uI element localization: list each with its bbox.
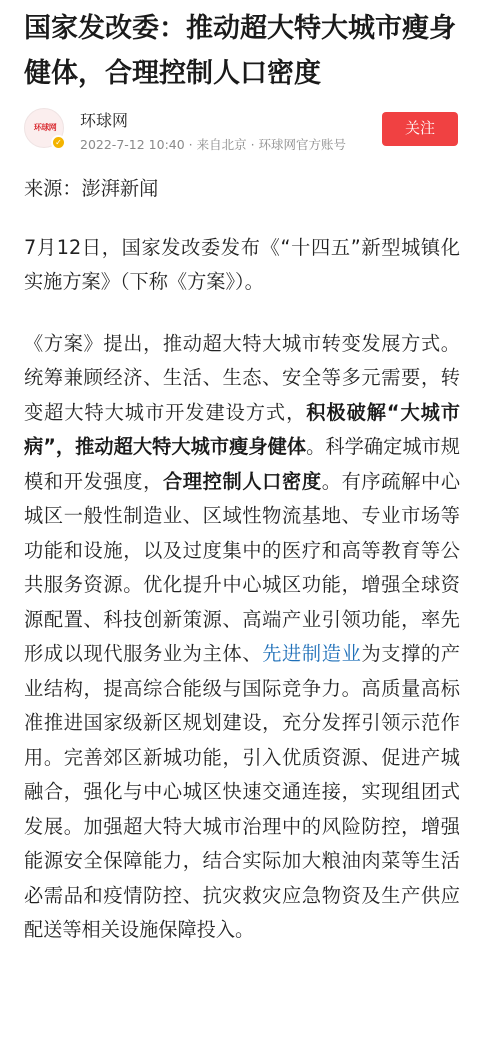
verified-check-icon: ✓ [51, 135, 66, 150]
avatar-logo: 环球网 [33, 123, 57, 132]
article-title: 国家发改委：推动超大特大城市瘦身健体，合理控制人口密度 [24, 13, 456, 89]
source-line: 来源：澎湃新闻 [24, 177, 159, 200]
intro-paragraph: 7月12日，国家发改委发布《“十四五”新型城镇化实施方案》（下称《方案》）。 [24, 235, 460, 293]
advanced-manufacturing-link[interactable]: 先进制造业 [262, 642, 362, 665]
author-bar [24, 106, 460, 156]
bold-phrase-1: 积极破解“大城市病”，推动超大特大城市瘦身健体 [24, 400, 460, 458]
author-name[interactable]: 环球网 [80, 111, 129, 130]
main-text-3: 。有序疏解中心城区一般性制造业、区域性物流基地、专业市场等功能和设施，以及过度集中的医疗和高等教育等公共服务资源。优化提升中心城区功能，增强全球资源配置、科技创新策源、高端产业引领功能，率先形成以现代服务业为主体、 [24, 469, 461, 665]
publish-meta: 2022-7-12 10:40 · 来自北京 · 环球网官方账号 [80, 137, 347, 152]
main-text-2: 。科学确定城市规模和开发强度， [24, 435, 460, 493]
main-text-4: 为支撑的产业结构，提高综合能级与国际竞争力。高质量高标准推进国家级新区规划建设，充分发挥引领示范作用。完善郊区新城功能，引入优质资源、促进产城融合，强化与中心城区快速交通连接，实现组团式发展。加强超大特大城市治理中的风险防控，增强能源安全保障能力，结合实际加大粮油肉菜等生活必需品和疫情防控、抗灾救灾应急物资及生产供应配送等相关设施保障投入。 [24, 642, 461, 941]
follow-button[interactable]: 关注 [382, 112, 458, 146]
main-text-1: 《方案》提出，推动超大特大城市转变发展方式。统筹兼顾经济、生活、生态、安全等多元需要，转变超大特大城市开发建设方式， [24, 331, 460, 424]
main-paragraph [24, 327, 460, 948]
article-body [24, 172, 460, 948]
bold-phrase-2: 合理控制人口密度 [162, 469, 322, 493]
